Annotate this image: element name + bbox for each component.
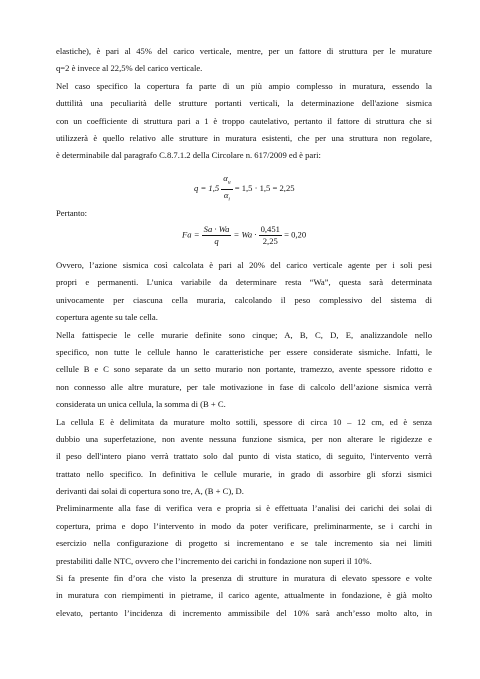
formula-q: [194, 173, 295, 205]
text-line: copertura, prima e dopo l’intervento in modo da poter verificare, preliminarmente, se i carchi in: [56, 520, 432, 531]
text-line: copertura agente su tale cella.: [56, 312, 158, 323]
formula-fa-denominator-2: 2,25: [262, 236, 278, 246]
text-line: esercizio nella configurazione di progetto si incrementano e se tale incremento sia nei limiti: [56, 538, 432, 549]
formula-fa-denominator-1: q: [214, 236, 219, 246]
text-line: Preliminarmente alla fase di verifica vera e propria si è effettuata l’analisi dei carichi dei solai di: [56, 503, 432, 514]
text-line: Nel caso specifico la copertura fa parte di un più ampio complesso in muratura, essendo la: [56, 80, 432, 91]
pertanto-label: Pertanto:: [56, 208, 88, 218]
formula-fa-rhs: = 0,20: [284, 229, 307, 240]
text-line: prestabiliti dalle NTC, ovvero che l’incremento dei carichi in fondazione non superi il 10%.: [56, 555, 372, 566]
text-line: La cellula E è delimitata da murature molto sottili, spessore di circa 10 – 12 cm, ed è senza: [56, 416, 432, 427]
text-line: elevato, pertanto l’incidenza di incremento ammissibile del 10% sarà anch’esso molto alto, in: [56, 607, 432, 618]
formula-fa-mid: = Wa ·: [233, 229, 257, 240]
text-line: univocamente per ciascuna cella muraria, calcolando il peso complessivo del sistema di: [56, 294, 432, 305]
text-line: duttilità una peculiarità delle strutture portanti verticali, la determinazione dell'azione sismica: [56, 98, 432, 109]
text-line: considerata un unica cellula, la somma di (B + C.: [56, 399, 226, 410]
formula-fa-fraction-1: [202, 224, 232, 247]
formula-q-fraction: [221, 173, 232, 205]
formula-q-numerator: α: [223, 173, 228, 183]
formula-q-numerator-sub: u: [227, 179, 231, 186]
text-line: cellule B e C sono separate da un setto murario non portante, tramezzo, avente spessore ridotto e: [56, 364, 432, 375]
text-line: con un coefficiente di struttura pari a 1 è troppo cautelativo, pertanto il fattore di struttura che si: [56, 115, 432, 126]
text-line: Nella fattispecie le celle murarie definite sono cinque; A, B, C, D, E, analizzandole nello: [56, 329, 432, 340]
text-line: derivanti dai solai di copertura sono tre, A, (B + C), D.: [56, 486, 244, 497]
formula-q-denominator-sub: i: [228, 196, 230, 203]
formula-fa: [182, 224, 306, 247]
text-line: il peso dell'intero piano verrà trattato solo dal punto di vista statico, di seguito, l'intervento verrà: [56, 451, 432, 462]
paragraph-block-bottom: [56, 257, 432, 622]
text-line: in muratura con riempimenti in pietrame, il carico agente, attualmente in fondazione, è già molto: [56, 590, 432, 601]
formula-fa-numerator-1: Sa · Wa: [203, 224, 230, 234]
text-line: è determinabile dal paragrafo C.8.7.1.2 della Circolare n. 617/2009 ed è pari:: [56, 150, 321, 161]
text-line: dubbio una superfetazione, non avente nessuna funzione sismica, per non alterare le rigidezze e: [56, 433, 432, 444]
text-line: trattato nello specifico. In definitiva le cellule murarie, in grado di assorbire gli sforzi sismici: [56, 468, 432, 479]
text-line: q=2 è invece al 22,5% del carico verticale.: [56, 63, 203, 74]
text-line: utilizzerà è quello relativo alle strutture in muratura esistenti, che per una struttura non regolare,: [56, 132, 432, 143]
formula-fa-numerator-2: 0,451: [260, 224, 280, 234]
pertanto-line: [56, 205, 432, 222]
formula-q-rhs: = 1,5 · 1,5 = 2,25: [234, 183, 295, 194]
formula-q-lhs: q = 1,5: [194, 183, 220, 194]
text-line: specifico, non tutte le cellule hanno le caratteristiche per essere considerate sismiche. Infatti, le: [56, 346, 432, 357]
text-line: non connesso alle altre murature, per tale motivazione in fase di calcolo dell’azione sismica verrà: [56, 381, 432, 392]
text-line: Si fa presente fin d’ora che visto la presenza di strutture in muratura di elevato spessore e volte: [56, 573, 432, 584]
formula-fa-fraction-2: [259, 224, 282, 247]
text-line: propri e permanenti. L’unica variabile da determinare resta “Wa”, questa sarà determinata: [56, 277, 432, 288]
text-line: Ovvero, l’azione sismica così calcolata è pari al 20% del carico verticale agente per i soli pesi: [56, 260, 432, 270]
paragraph-block-top: [56, 43, 432, 165]
formula-q-denominator: α: [223, 189, 229, 200]
text-line: elastiche), è pari al 45% del carico verticale, mentre, per un fattore di struttura per le murature: [56, 46, 432, 56]
formula-fa-lhs: Fa =: [182, 229, 200, 240]
